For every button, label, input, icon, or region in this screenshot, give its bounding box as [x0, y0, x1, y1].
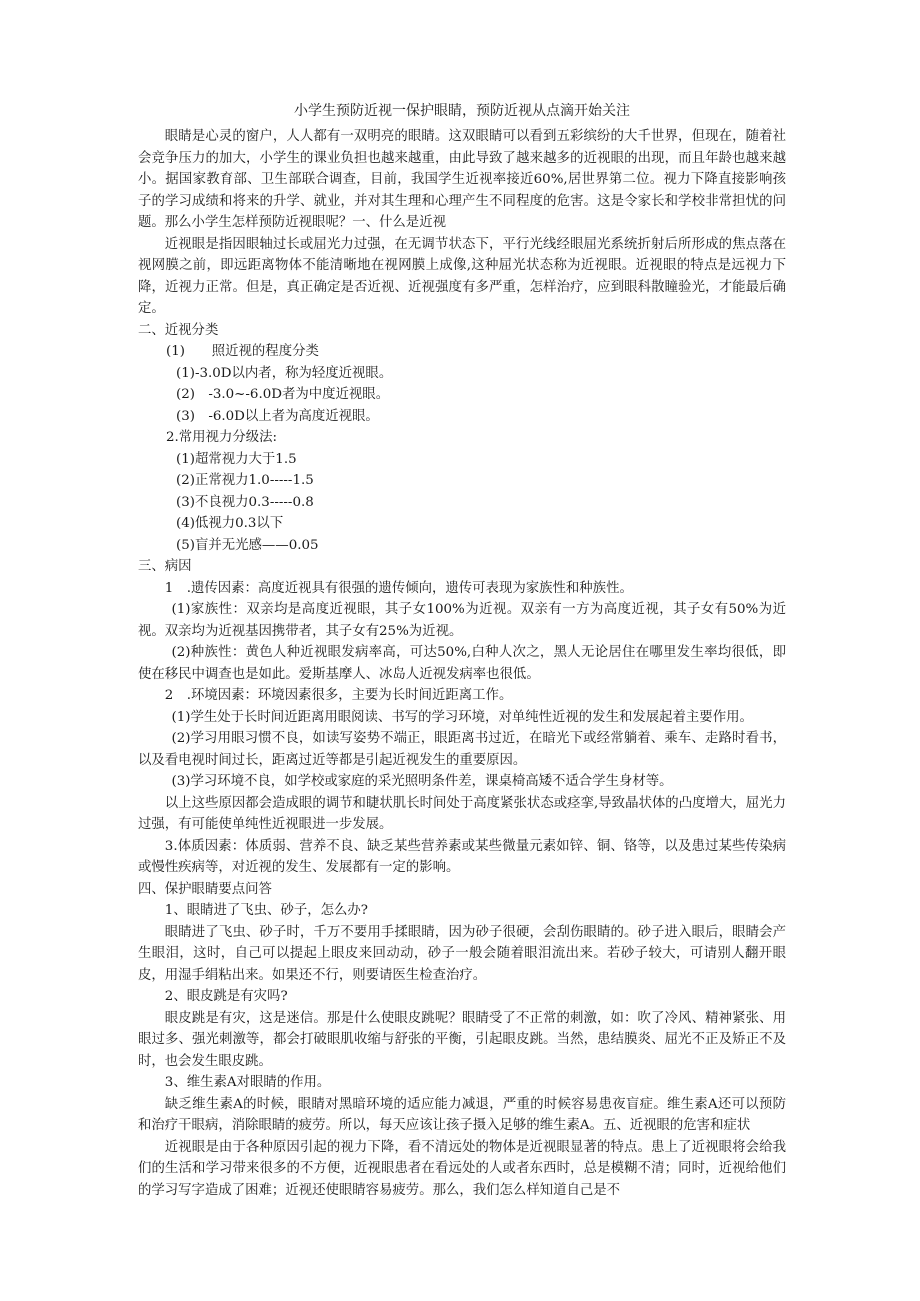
- cause-subitem: (2)学习用眼习惯不良，如读写姿势不端正，眼距离书过近，在暗光下或经常躺着、乘车、走路时看书，以及看电视时间过长，距离过近等都是引起近视发生的重要原因。: [138, 731, 786, 768]
- vision-grade-item: (2)正常视力1.0-----1.5: [176, 473, 314, 488]
- section-heading-causes: 三、病因: [138, 559, 192, 574]
- qa-question: 1、眼睛进了飞虫、砂子，怎么办?: [164, 903, 368, 918]
- cause-subitem: (1)学生处于长时间近距离用眼阅读、书写的学习环境，对单纯性近视的发生和发展起着主要作用。: [171, 709, 753, 725]
- cause-subitem: (2)种族性：黄色人种近视眼发病率高，可达50%,白种人次之，黑人无论居住在哪里发生率均很低，即使在移民中调查也是如此。爱斯基摩人、冰岛人近视发病率也很低。: [138, 645, 786, 682]
- vision-grade-item: (4)低视力0.3以下: [176, 516, 284, 531]
- classification-item: 2.常用视力分级法:: [166, 430, 278, 445]
- symptoms-paragraph: 近视眼是由于各种原因引起的视力下降，看不清远处的物体是近视眼显著的特点。患上了近视眼将会给我们的生活和学习带来很多的不方便，近视眼患者在看远处的人或者东西时，总是模糊不清；同时，近视给他们的学习写字造成了困难；近视还使眼睛容易疲劳。那么，我们怎么样知道自己是不: [138, 1139, 786, 1198]
- document-page: [138, 100, 786, 1201]
- cause-subitem: (3)学习环境不良，如学校或家庭的采光照明条件差，课桌椅高矮不适合学生身材等。: [171, 774, 673, 789]
- qa-question: 3、维生素A对眼睛的作用。: [164, 1075, 331, 1090]
- cause-item: 2 .环境因素：环境因素很多，主要为长时间近距离工作。: [164, 688, 513, 703]
- cause-item: 3.体质因素：体质弱、营养不良、缺乏某些营养素或某些微量元素如锌、铜、铬等，以及患过某些传染病或慢性疾病等，对近视的发生、发展都有一定的影响。: [138, 838, 786, 875]
- vision-grade-item: (3)不良视力0.3-----0.8: [176, 494, 314, 510]
- qa-answer: 眼睛进了飞虫、砂子时，千万不要用手揉眼睛，因为砂子很硬，会刮伤眼睛的。砂子进入眼后，眼睛会产生眼泪，这时，自己可以提起上眼皮来回动动，砂子一般会随着眼泪流出来。若砂子较大，可请别人翻开眼皮，用湿手绢粘出来。如果还不行，则要请医生检查治疗。: [138, 924, 786, 983]
- section-heading-qa: 四、保护眼睛要点问答: [138, 881, 272, 897]
- cause-subitem: (1)家族性：双亲均是高度近视眼，其子女100%为近视。双亲有一方为高度近视，其子女有50%为近视。双亲均为近视基因携带者，其子女有25%为近视。: [138, 602, 786, 639]
- vision-grade-item: (1)超常视力大于1.5: [176, 451, 297, 467]
- classification-subitem: (3) -6.0D以上者为高度近视眼。: [176, 408, 379, 424]
- qa-answer: 眼皮跳是有灾，这是迷信。那是什么使眼皮跳呢？眼睛受了不正常的刺激，如：吹了冷风、精神紧张、用眼过多、强光刺激等，都会打破眼肌收缩与舒张的平衡，引起眼皮跳。当然，患结膜炎、屈光不正及矫正不及时，也会发生眼皮跳。: [138, 1010, 786, 1069]
- intro-paragraph: 眼睛是心灵的窗户，人人都有一双明亮的眼睛。这双眼睛可以看到五彩缤纷的大千世界，但现在，随着社会竞争压力的加大，小学生的课业负担也越来越重，由此导致了越来越多的近视眼的出现，而且年龄也越来越小。据国家教育部、卫生部联合调查，目前，我国学生近视率接近60%,居世界第二位。视力下降直接影响孩子的学习成绩和将来的升学、就业，并对其生理和心理产生不同程度的危害。这是令家长和学校非常担忧的问题。那么小学生怎样预防近视眼呢？一、什么是近视: [138, 129, 786, 230]
- page-title: 小学生预防近视一保护眼睛，预防近视从点滴开始关注: [294, 103, 630, 119]
- vision-grade-item: (5)盲并无光感——0.05: [176, 537, 319, 553]
- section-heading-classification: 二、近视分类: [138, 322, 219, 338]
- qa-answer: 缺乏维生素A的时候，眼睛对黑暗环境的适应能力减退，严重的时候容易患夜盲症。维生素A还可以预防和治疗干眼病，消除眼睛的疲劳。所以，每天应该让孩子摄入足够的维生素A。五、近视眼的危害和症状: [138, 1096, 786, 1133]
- cause-summary: 以上这些原因都会造成眼的调节和睫状肌长时间处于高度紧张状态或痉挛,导致晶状体的凸度增大，屈光力过强，有可能使单纯性近视眼进一步发展。: [138, 795, 786, 832]
- qa-question: 2、眼皮跳是有灾吗?: [164, 989, 288, 1004]
- classification-subitem: (1)-3.0D以内者，称为轻度近视眼。: [176, 365, 393, 381]
- cause-item: 1 .遗传因素：高度近视具有很强的遗传倾向，遗传可表现为家族性和种族性。: [164, 580, 633, 596]
- definition-paragraph: 近视眼是指因眼轴过长或屈光力过强，在无调节状态下，平行光线经眼屈光系统折射后所形成的焦点落在视网膜之前，即远距离物体不能清晰地在视网膜上成像,这种屈光状态称为近视眼。近视眼的特点是远视力下降，近视力正常。但是，真正确定是否近视、近视强度有多严重，怎样治疗，应到眼科散瞳验光，才能最后确定。: [138, 236, 786, 316]
- classification-subitem: (2) -3.0~-6.0D者为中度近视眼。: [176, 387, 390, 402]
- classification-item: (1) 照近视的程度分类: [166, 344, 319, 359]
